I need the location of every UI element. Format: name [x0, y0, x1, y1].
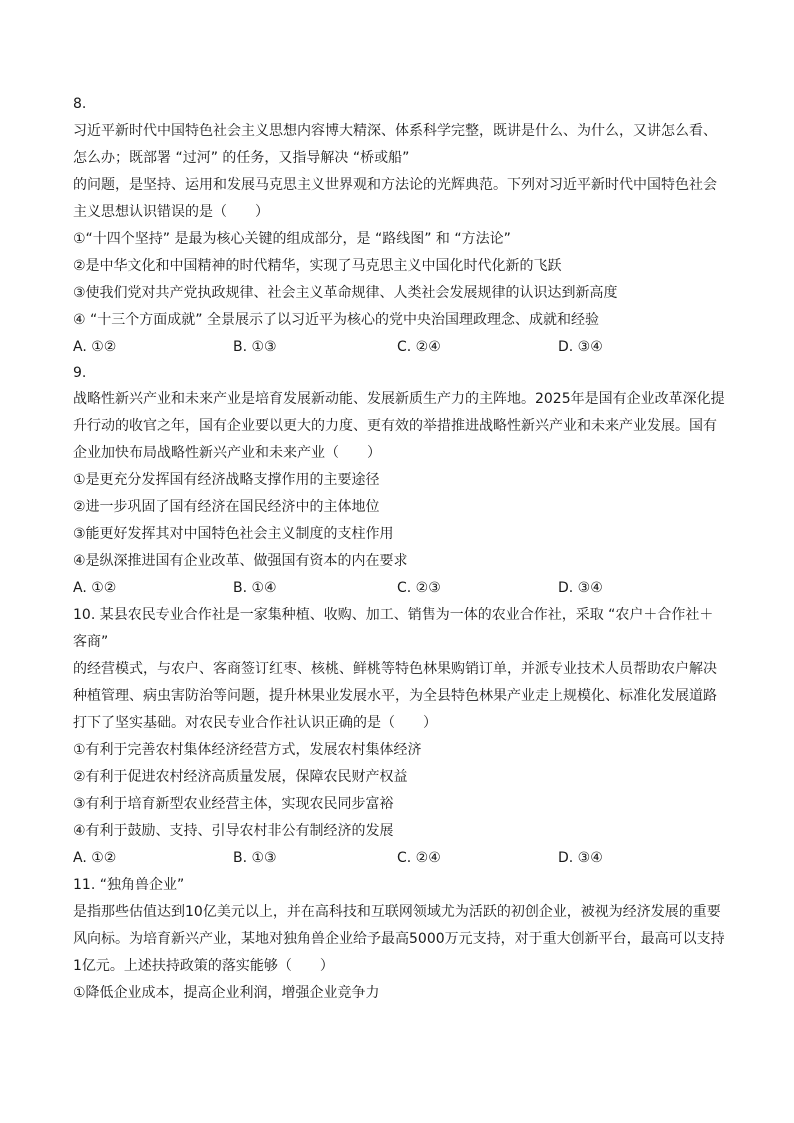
option-c: C. ②④: [397, 850, 441, 866]
option-b: B. ①③: [233, 850, 277, 866]
statement-item: ④有利于鼓励、支持、引导农村非公有制经济的发展: [73, 823, 394, 839]
option-a: A. ①②: [73, 339, 117, 355]
question-stem-line: 10. 某县农民专业合作社是一家集种植、收购、加工、销售为一体的农业合作社，采取 “农户＋合作社＋: [73, 607, 714, 623]
statement-item: ④是纵深推进国有企业改革、做强国有资本的内在要求: [73, 553, 408, 569]
option-b: B. ①④: [233, 580, 277, 596]
statement-item: ③有利于培育新型农业经营主体，实现农民同步富裕: [73, 796, 394, 812]
option-b: B. ①③: [233, 339, 277, 355]
question-stem-line: 主义思想认识错误的是（ ）: [73, 204, 269, 220]
question-stem-line: 1亿元。上述扶持政策的落实能够（ ）: [73, 958, 334, 974]
question-stem-line: 升行动的收官之年，国有企业要以更大的力度、更有效的举措推进战略性新兴产业和未来产业发展。国有: [73, 418, 717, 434]
question-stem-line: 种植管理、病虫害防治等问题，提升林果业发展水平，为全县特色林果产业走上规模化、标准化发展道路: [73, 688, 717, 704]
option-d: D. ③④: [558, 580, 603, 596]
question-stem-line: 风向标。为培育新兴产业，某地对独角兽企业给予最高5000万元支持，对于重大创新平台，最高可以支持: [73, 931, 725, 947]
option-d: D. ③④: [558, 850, 603, 866]
option-a: A. ①②: [73, 580, 117, 596]
question-number: 8.: [73, 96, 87, 112]
statement-item: ④ “十三个方面成就” 全景展示了以习近平为核心的党中央治国理政理念、成就和经验: [73, 312, 599, 328]
question-stem-line: 11. “独角兽企业”: [73, 877, 185, 893]
statement-item: ②是中华文化和中国精神的时代精华，实现了马克思主义中国化时代化新的飞跃: [73, 258, 562, 274]
question-stem-line: 习近平新时代中国特色社会主义思想内容博大精深、体系科学完整，既讲是什么、为什么，又讲怎么看、: [73, 123, 717, 139]
question-number: 9.: [73, 365, 87, 381]
option-a: A. ①②: [73, 850, 117, 866]
option-c: C. ②③: [397, 580, 441, 596]
question-stem-line: 怎么办；既部署 “过河” 的任务，又指导解决 “桥或船”: [73, 150, 410, 166]
statement-item: ③使我们党对共产党执政规律、社会主义革命规律、人类社会发展规律的认识达到新高度: [73, 285, 618, 301]
question-stem-line: 的问题，是坚持、运用和发展马克思主义世界观和方法论的光辉典范。下列对习近平新时代中国特色社会: [73, 177, 717, 193]
option-d: D. ③④: [558, 339, 603, 355]
question-stem-line: 企业加快布局战略性新兴产业和未来产业（ ）: [73, 445, 381, 461]
statement-item: ①有利于完善农村集体经济经营方式，发展农村集体经济: [73, 742, 422, 758]
option-c: C. ②④: [397, 339, 441, 355]
question-stem-line: 客商”: [73, 634, 109, 650]
question-stem-line: 战略性新兴产业和未来产业是培育发展新动能、发展新质生产力的主阵地。2025年是国有企业改革深化提: [73, 391, 725, 407]
statement-item: ①降低企业成本，提高企业利润，增强企业竞争力: [73, 985, 380, 1001]
statement-item: ②进一步巩固了国有经济在国民经济中的主体地位: [73, 499, 380, 515]
statement-item: ①“十四个坚持” 是最为核心关键的组成部分，是 “路线图” 和 “方法论”: [73, 231, 511, 247]
statement-item: ①是更充分发挥国有经济战略支撑作用的主要途径: [73, 472, 380, 488]
statement-item: ②有利于促进农村经济高质量发展，保障农民财产权益: [73, 769, 408, 785]
question-stem-line: 打下了坚实基础。对农民专业合作社认识正确的是（ ）: [73, 715, 437, 731]
question-stem-line: 的经营模式，与农户、客商签订红枣、核桃、鲜桃等特色林果购销订单，并派专业技术人员帮助农户解决: [73, 661, 717, 677]
statement-item: ③能更好发挥其对中国特色社会主义制度的支柱作用: [73, 526, 394, 542]
question-stem-line: 是指那些估值达到10亿美元以上，并在高科技和互联网领域尤为活跃的初创企业，被视为经济发展的重要: [73, 904, 721, 920]
